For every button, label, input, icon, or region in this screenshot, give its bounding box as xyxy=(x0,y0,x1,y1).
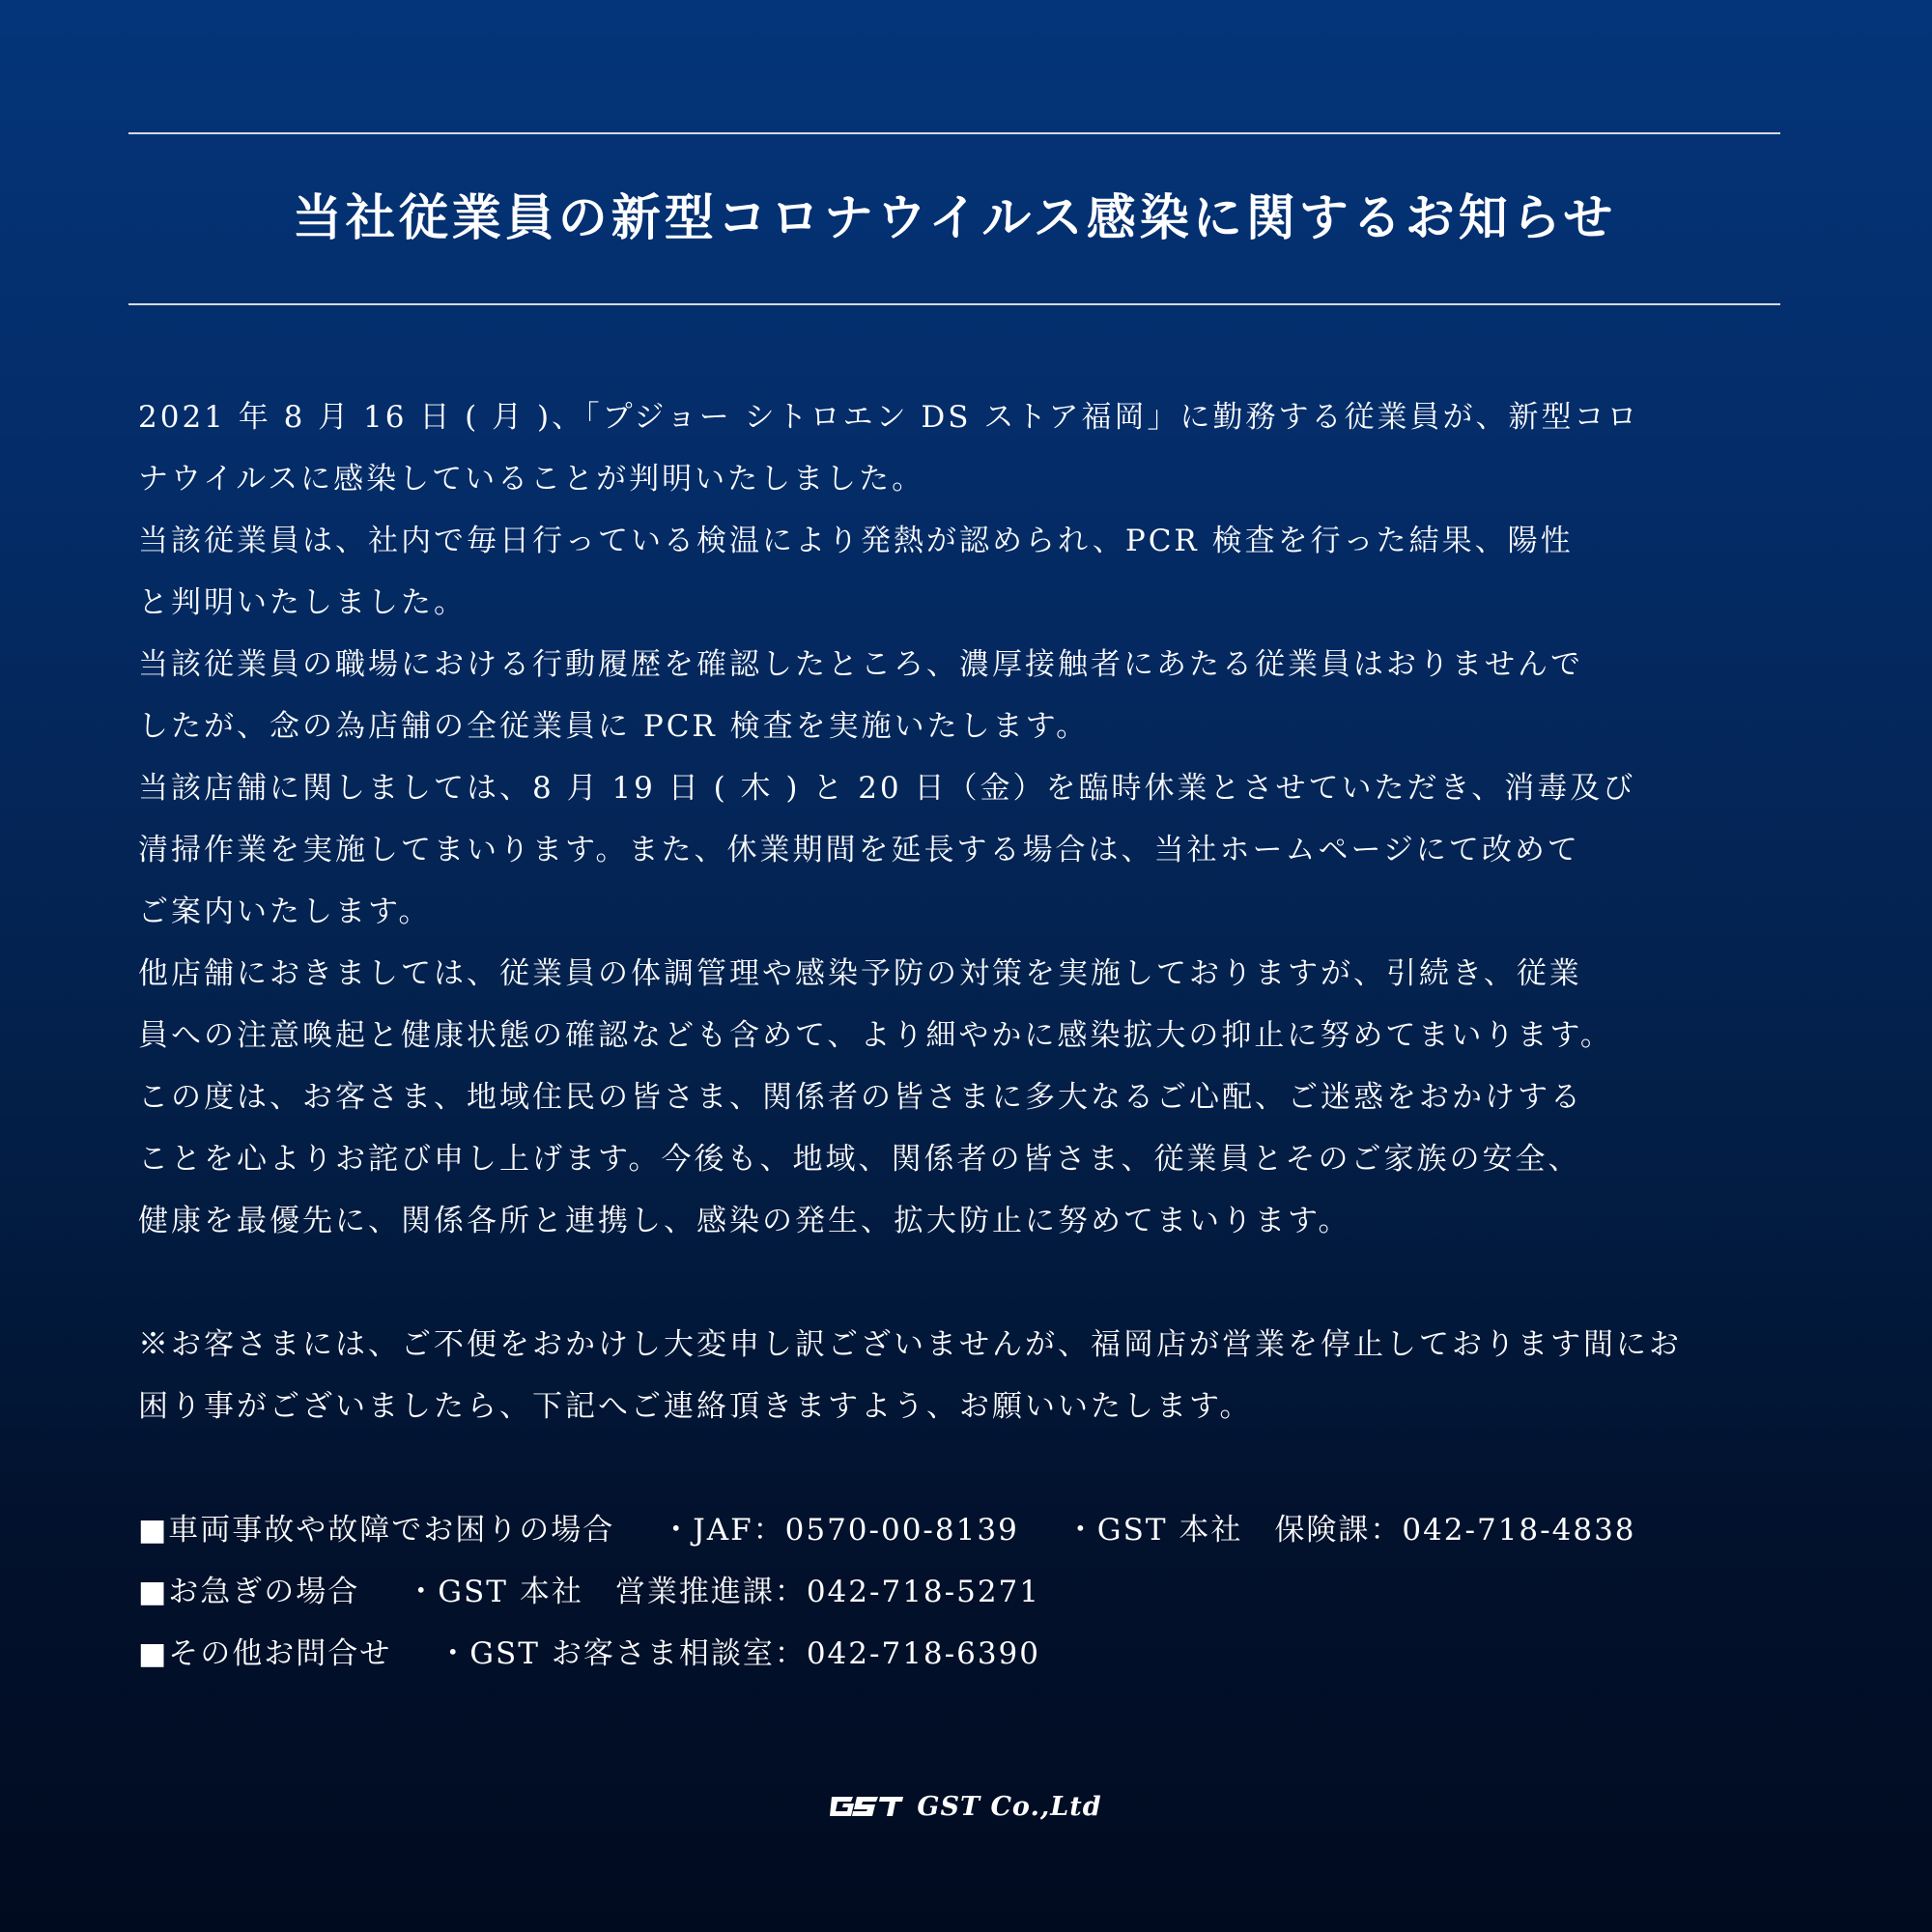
body-line: 当該店舗に関しましては、8 月 19 日 ( 木 ) と 20 日（金）を臨時休業とさせていただき、消毒及び xyxy=(138,771,1636,806)
company-name: GST Co.,Ltd xyxy=(917,1791,1102,1822)
body-line: したが、念の為店舗の全従業員に PCR 検査を実施いたします。 xyxy=(138,709,1090,744)
contact-support-phone: ・GST お客さま相談室：042-718-6390 xyxy=(438,1636,1041,1671)
notice-body xyxy=(138,386,1800,1437)
body-line: ご案内いたします。 xyxy=(138,895,432,929)
contact-insurance-phone: ・GST 本社 保険課：042-718-4838 xyxy=(1065,1513,1636,1548)
body-line: 困り事がございましたら、下記へご連絡頂きますよう、お願いいたします。 xyxy=(138,1389,1253,1424)
body-line: と判明いたしました。 xyxy=(138,585,467,620)
footer xyxy=(0,1787,1932,1826)
contact-sales-phone: ・GST 本社 営業推進課：042-718-5271 xyxy=(406,1575,1041,1609)
contact-row-accident xyxy=(138,1499,1800,1561)
body-line: 2021 年 8 月 16 日 ( 月 )、「プジョー シトロエン DS ストア福岡」に勤務する従業員が、新型コロ xyxy=(138,400,1640,435)
body-line: 他店舗におきましては、従業員の体調管理や感染予防の対策を実施しておりますが、引続き、従業 xyxy=(138,956,1582,991)
contact-label: ■お急ぎの場合 xyxy=(138,1575,360,1609)
contact-row-urgent xyxy=(138,1561,1800,1623)
contact-label: ■車両事故や故障でお困りの場合 xyxy=(138,1513,615,1548)
contact-list xyxy=(138,1499,1800,1685)
contact-row-other xyxy=(138,1623,1800,1685)
body-line: 健康を最優先に、関係各所と連携し、感染の発生、拡大防止に努めてまいります。 xyxy=(138,1204,1351,1238)
body-line: 当該従業員は、社内で毎日行っている検温により発熱が認められ、PCR 検査を行った結果、陽性 xyxy=(138,524,1574,558)
body-line: ことを心よりお詫び申し上げます。今後も、地域、関係者の皆さま、従業員とそのご家族の安全、 xyxy=(138,1142,1581,1177)
body-blank-line xyxy=(138,1252,1800,1314)
contact-jaf-phone: ・JAF：0570-00-8139 xyxy=(661,1513,1019,1548)
body-line: 清掃作業を実施してまいります。また、休業期間を延長する場合は、当社ホームページにて改めて xyxy=(138,833,1580,867)
title-top-rule xyxy=(128,132,1780,134)
title-bottom-rule xyxy=(128,303,1780,305)
body-line: 員への注意喚起と健康状態の確認なども含めて、より細やかに感染拡大の抑止に努めてまいります。 xyxy=(138,1018,1613,1053)
body-line: 当該従業員の職場における行動履歴を確認したところ、濃厚接触者にあたる従業員はおりませんで xyxy=(138,647,1583,682)
body-line: この度は、お客さま、地域住民の皆さま、関係者の皆さまに多大なるご心配、ご迷惑をおかけする xyxy=(138,1080,1583,1115)
body-line: ※お客さまには、ご不便をおかけし大変申し訳ございませんが、福岡店が営業を停止しております間にお xyxy=(138,1327,1682,1362)
body-line: ナウイルスに感染していることが判明いたしました。 xyxy=(138,462,925,497)
notice-title: 当社従業員の新型コロナウイルス感染に関するお知らせ xyxy=(292,189,1617,247)
gst-logo-icon xyxy=(830,1793,903,1820)
contact-label: ■その他お問合せ xyxy=(138,1636,392,1671)
